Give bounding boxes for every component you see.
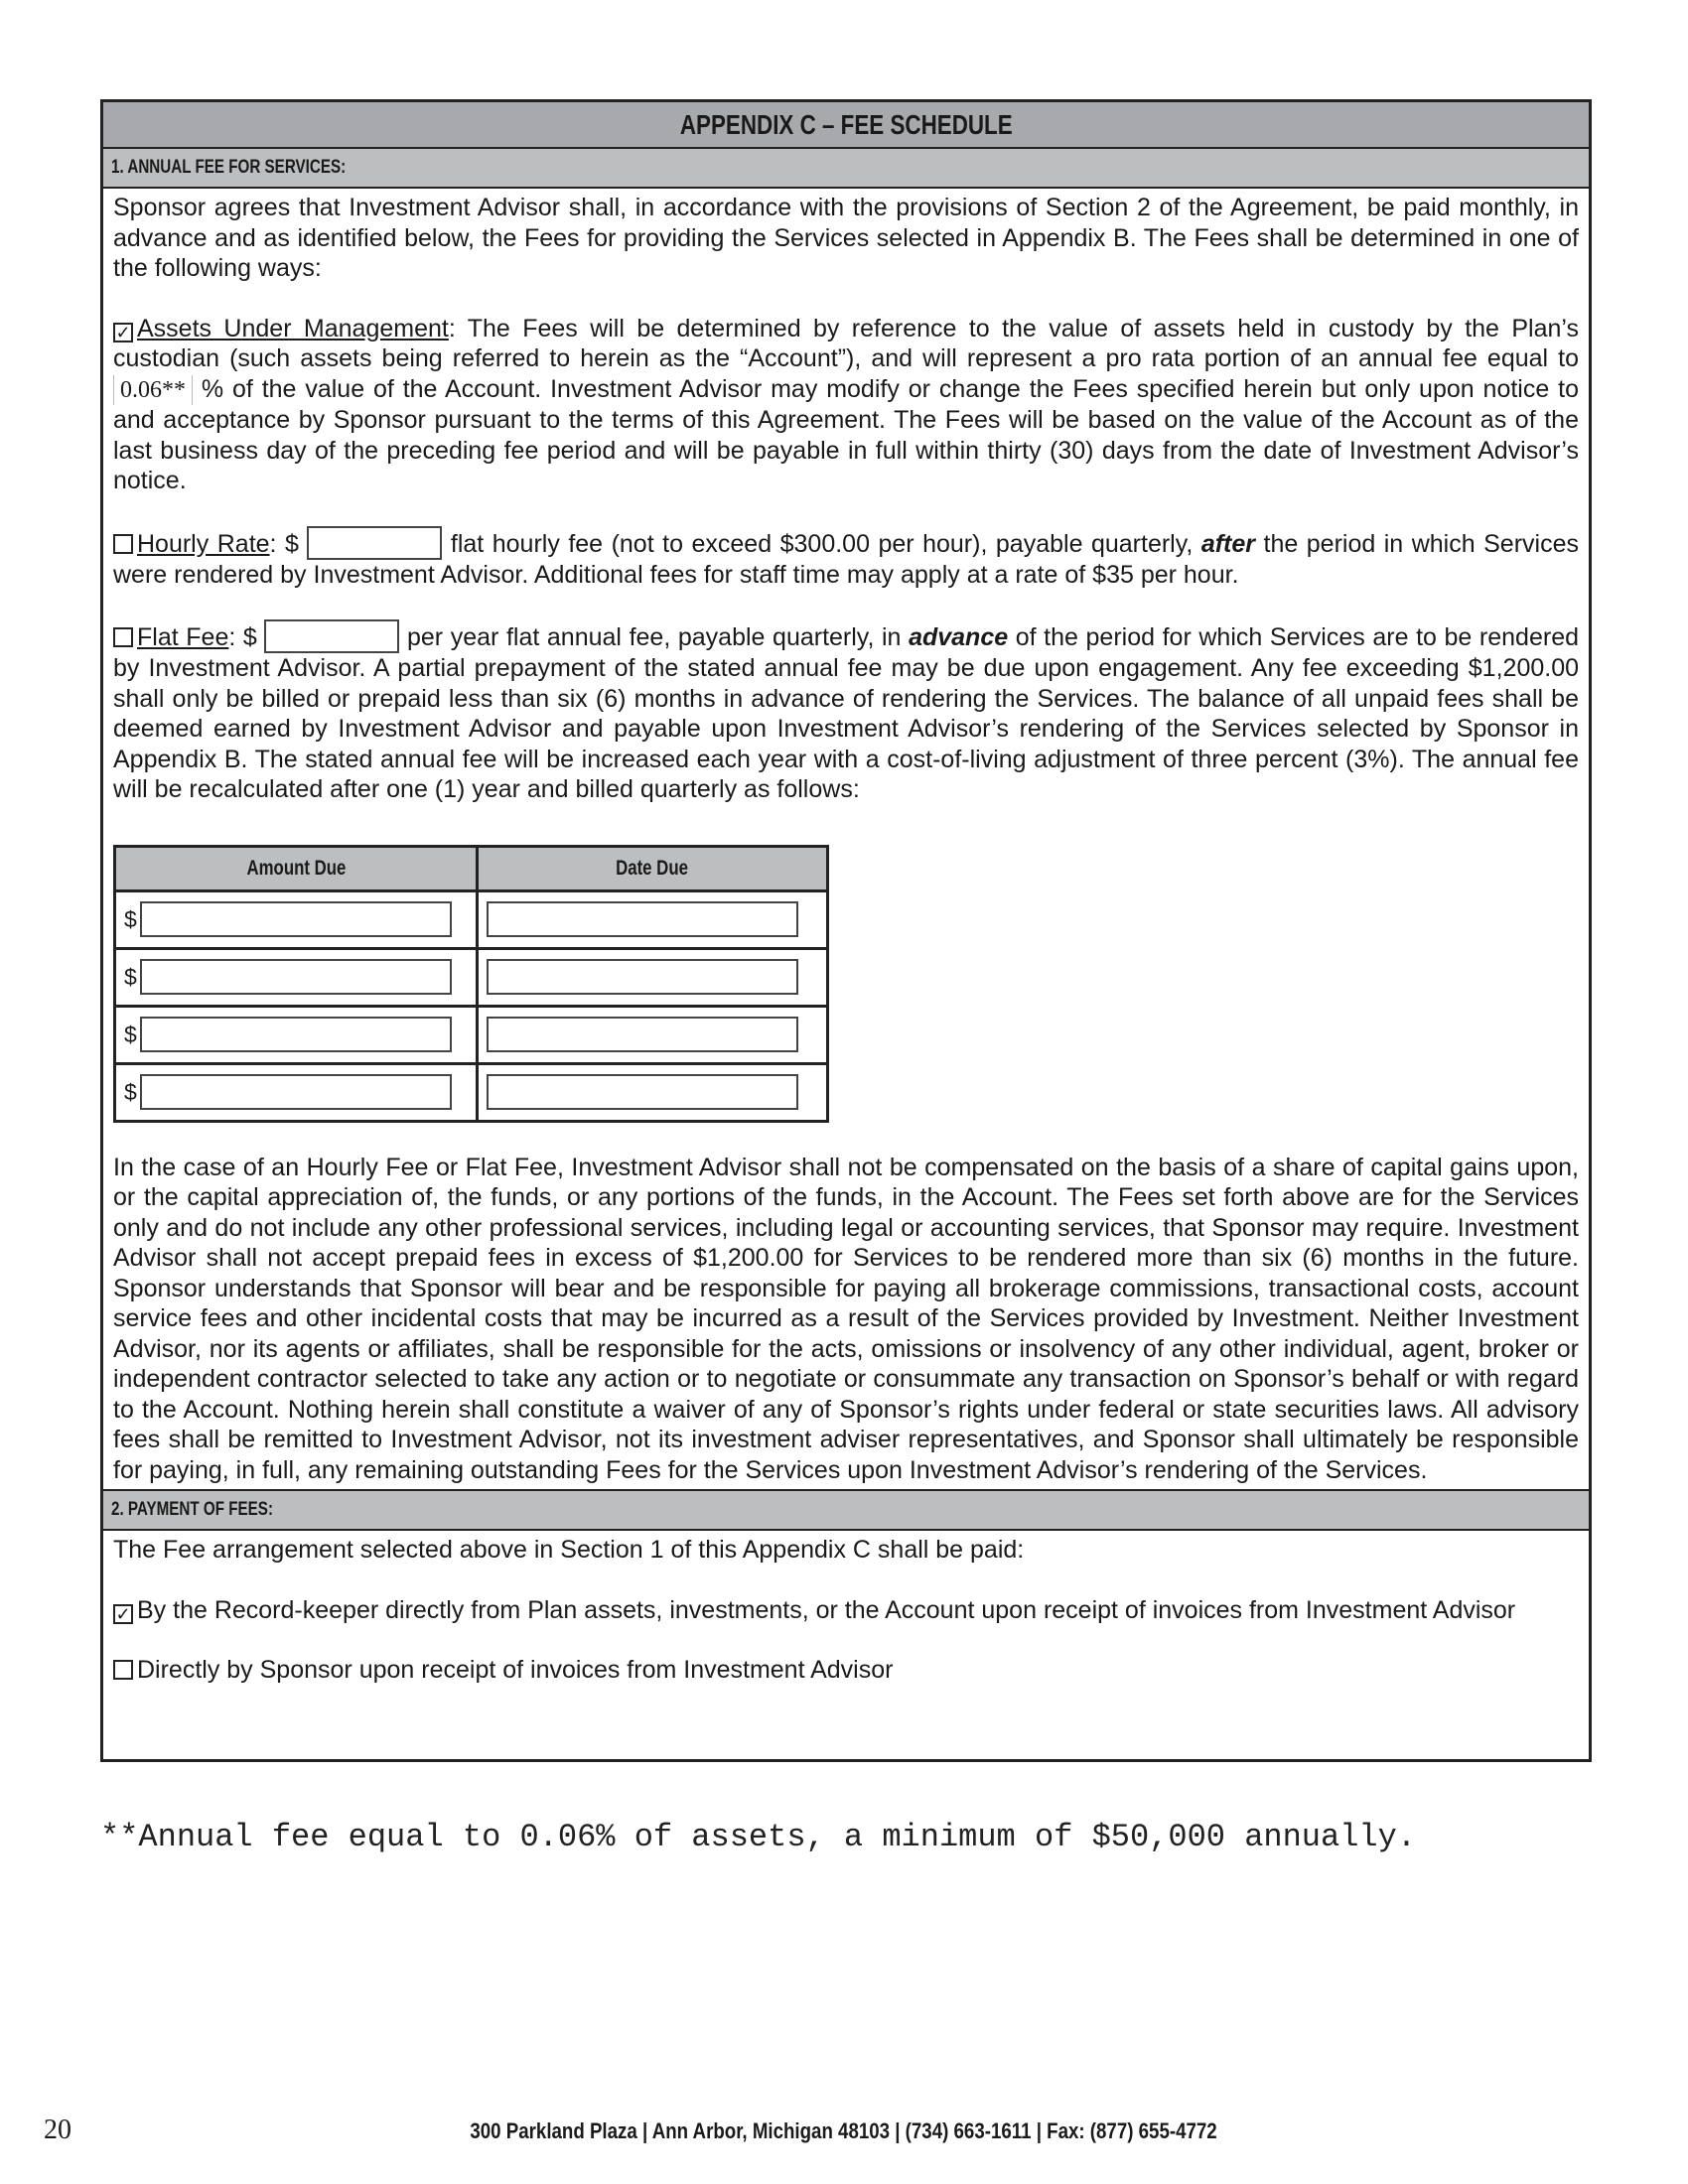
payment-option-recordkeeper [113, 1595, 1579, 1626]
currency-symbol: $ [124, 1021, 137, 1047]
hourly-emph: after [1200, 529, 1256, 558]
amount-cell [115, 1006, 478, 1063]
date-cell [478, 890, 828, 948]
currency-symbol: $ [124, 905, 137, 932]
flat-fee-label: Flat Fee [137, 623, 229, 651]
section-1-body [103, 189, 1589, 1487]
date-due-input[interactable] [487, 959, 798, 995]
section-1-header [103, 149, 1589, 189]
flat-fee-text-b: per year flat annual fee, payable quarterly, in [399, 623, 910, 651]
recordkeeper-label: By the Record-keeper directly from Plan assets, investments, or the Account upon receipt of invoices from Investment Advisor [137, 1595, 1516, 1624]
aum-checkbox[interactable]: ✓ [113, 323, 133, 342]
table-row [115, 890, 828, 948]
date-cell [478, 948, 828, 1006]
fee-schedule-form [100, 99, 1592, 1762]
section-2-body [103, 1531, 1589, 1686]
aum-option [113, 314, 1579, 496]
section-1-closing: In the case of an Hourly Fee or Flat Fee, Investment Advisor shall not be compensated on the basis of a share of capital gains upon, or the capital appreciation of, the funds, or any portions of the funds, in the Account. The Fees set forth above are for the Services only and do not include any other professional services, including legal or accounting services, that Sponsor may require. Investment Advisor shall not accept prepaid fees in excess of $1,200.00 for Services to be rendered more than six (6) months in the future. Sponsor understands that Sponsor will bear and be responsible for paying all brokerage commissions, transactional costs, account service fees and other incidental costs that may be incurred as a result of the Services provided by Investment. Neither Investment Advisor, nor its agents or affiliates, shall be responsible for the acts, omissions or insolvency of any other individual, agent, broker or independent contractor selected to take any action or to negotiate or consummate any transaction on Sponsor’s behalf or with regard to the Account. Nothing herein shall constitute a waiver of any of Sponsor’s rights under federal or state securities laws. All advisory fees shall be remitted to Investment Advisor, not its investment adviser representatives, and Sponsor shall ultimately be responsible for paying, in full, any remaining outstanding Fees for the Services upon Investment Advisor’s rendering of the Services. [113, 1153, 1579, 1484]
section-1-intro: Sponsor agrees that Investment Advisor shall, in accordance with the provisions of Section 2 of the Agreement, be paid monthly, in advance and as identified below, the Fees for providing the Services selected in Appendix B. The Fees shall be determined in one of the following ways: [113, 194, 1579, 282]
footer-address: 300 Parkland Plaza | Ann Arbor, Michigan 48103 | (734) 663-1611 | Fax: (877) 655-4772 [470, 2118, 1218, 2143]
flat-fee-option [113, 619, 1579, 805]
aum-text-a: : The Fees will be determined by reference to the value of assets held in custody by the Plan’s custodian (such assets being referred to herein as the “Account”), and will represent a pro rata portion of an annual fee equal to [113, 314, 1579, 372]
amount-due-header: Amount Due [115, 846, 478, 890]
table-row [115, 1006, 828, 1063]
flat-fee-checkbox[interactable] [113, 627, 133, 647]
hourly-option [113, 526, 1579, 591]
payment-option-sponsor [113, 1655, 1579, 1686]
payment-schedule-table [113, 845, 829, 1123]
table-row [115, 1063, 828, 1121]
flat-fee-text-a: : $ [228, 623, 265, 651]
aum-label: Assets Under Management [137, 314, 449, 342]
hourly-label: Hourly Rate [137, 529, 270, 558]
amount-cell [115, 1063, 478, 1121]
date-due-input[interactable] [487, 1074, 798, 1110]
hourly-text-c: the period in which Services were rendered by Investment Advisor. Additional fees for staff time may apply at a rate of $35 per hour. [113, 529, 1579, 589]
appendix-title: APPENDIX C – FEE SCHEDULE [679, 108, 1013, 140]
hourly-text-b: flat hourly fee (not to exceed $300.00 per hour), payable quarterly, [442, 529, 1201, 558]
aum-text-b: % of the value of the Account. Investment Advisor may modify or change the Fees specified herein but only upon notice to and acceptance by Sponsor pursuant to the terms of this Agreement. The Fees will be based on the value of the Account as of the last business day of the preceding fee period and will be payable in full within thirty (30) days from the date of Investment Advisor’s notice. [113, 374, 1579, 494]
sponsor-checkbox[interactable] [113, 1660, 133, 1680]
amount-due-input[interactable] [140, 901, 452, 937]
flat-fee-field[interactable] [264, 619, 399, 653]
amount-cell [115, 890, 478, 948]
amount-due-input[interactable] [140, 1017, 452, 1052]
date-due-input[interactable] [487, 1017, 798, 1052]
hourly-rate-field[interactable] [307, 526, 442, 560]
page-number: 20 [44, 2115, 71, 2145]
currency-symbol: $ [124, 1078, 137, 1105]
date-cell [478, 1006, 828, 1063]
aum-percent-field[interactable]: 0.06** [113, 375, 193, 406]
date-due-header: Date Due [478, 846, 828, 890]
flat-fee-emph: advance [909, 623, 1009, 651]
amount-due-input[interactable] [140, 1074, 452, 1110]
date-cell [478, 1063, 828, 1121]
section-2-intro: The Fee arrangement selected above in Section 1 of this Appendix C shall be paid: [113, 1536, 1025, 1564]
amount-due-input[interactable] [140, 959, 452, 995]
recordkeeper-checkbox[interactable]: ✓ [113, 1604, 133, 1624]
appendix-title-bar [103, 102, 1589, 149]
section-2-header [103, 1489, 1589, 1531]
section-1-heading: 1. ANNUAL FEE FOR SERVICES: [111, 157, 347, 178]
date-due-input[interactable] [487, 901, 798, 937]
hourly-checkbox[interactable] [113, 534, 133, 554]
table-row [115, 948, 828, 1006]
flat-fee-text-c: of the period for which Services are to be rendered by Investment Advisor. A partial prepayment of the stated annual fee may be due upon engagement. Any fee exceeding $1,200.00 shall only be billed or prepaid less than six (6) months in advance of rendering the Services. The balance of all unpaid fees shall be deemed earned by Investment Advisor and payable upon Investment Advisor’s rendering of the Services selected by Sponsor in Appendix B. The stated annual fee will be increased each year with a cost-of-living adjustment of three percent (3%). The annual fee will be recalculated after one (1) year and billed quarterly as follows: [113, 623, 1580, 803]
footnote: **Annual fee equal to 0.06% of assets, a minimum of $50,000 annually. [100, 1819, 1417, 1855]
hourly-text-a: : $ [269, 529, 308, 558]
section-2-heading: 2. PAYMENT OF FEES: [111, 1499, 274, 1520]
currency-symbol: $ [124, 963, 137, 990]
amount-cell [115, 948, 478, 1006]
sponsor-label: Directly by Sponsor upon receipt of invoices from Investment Advisor [137, 1656, 894, 1684]
